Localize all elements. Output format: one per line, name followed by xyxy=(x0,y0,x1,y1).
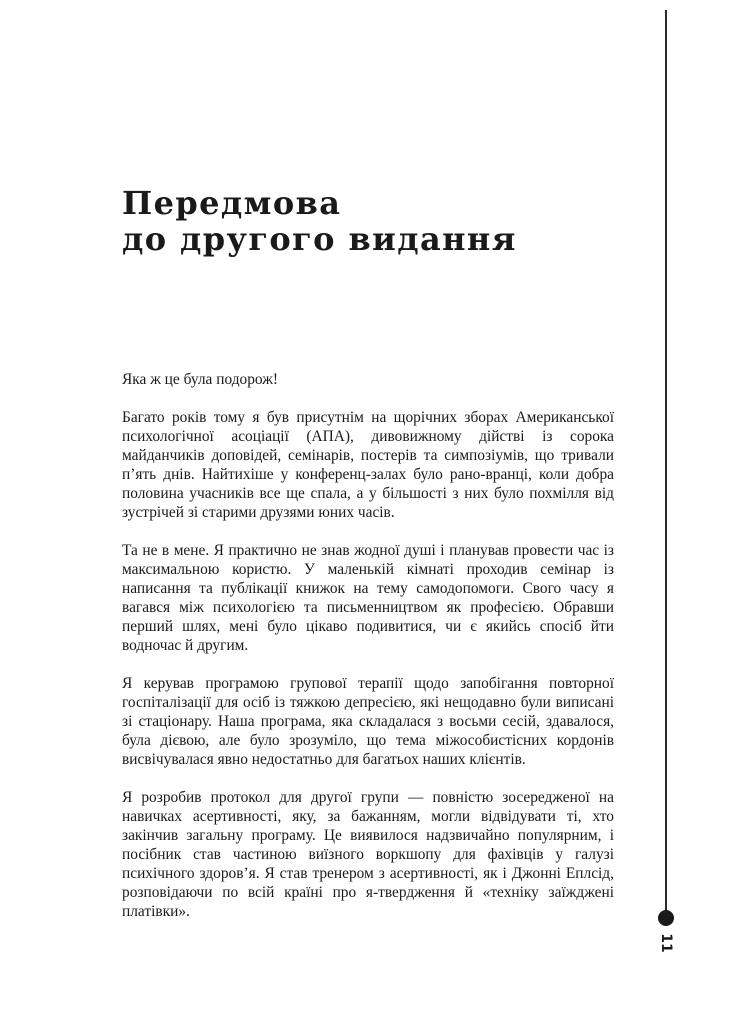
chapter-title-line-1: Передмова xyxy=(122,184,342,222)
paragraph-1: Яка ж це була подорож! xyxy=(122,371,278,388)
chapter-title xyxy=(122,185,642,257)
page-number: 11 xyxy=(658,933,674,953)
margin-rule-line xyxy=(665,10,667,915)
paragraph-4: Я керував програмою групової терапії щодо запобігання повторної госпіталізації для осіб із тяжкою депресією, які нещодавно були виписані зі стаціонару. Наша програма, яка складалася з восьми сесій, здавалося, була дієвою, але було зрозуміло, що тема міжособистісних кордонів висвічувалася явно недостатньо для багатьох наших клієнтів. xyxy=(122,675,614,768)
paragraph-3: Та не в мене. Я практично не знав жодної душі і планував провести час із максимальною користю. У маленькій кімнаті проходив семінар із написання та публікації книжок на тему самодопомоги. Свого часу я вагався між психологією та письменництвом як професією. Обравши перший шлях, мені було цікаво подивитися, чи є якийсь спосіб йти водночас й другим. xyxy=(122,542,614,654)
chapter-body xyxy=(122,370,614,940)
margin-rule-dot xyxy=(658,910,674,926)
paragraph-2: Багато років тому я був присутнім на щорічних зборах Американської психологічної асоціації (АПА), дивовижному дійстві із сорока майданчиків доповідей, семінарів, постерів та симпозіумів, що тривали п’ять днів. Найтихіше у конференц-залах було рано-вранці, коли добра половина учасників все ще спала, а у більшості з них було похмілля від зустрічей зі старими друзями юних часів. xyxy=(122,409,614,521)
paragraph-5: Я розробив протокол для другої групи — повністю зосередженої на навичках асертивності, яку, за бажанням, могли відвідувати ті, хто закінчив загальну програму. Це виявилося надзвичайно популярним, і посібник став частиною виїзного воркшопу для фахівців у галузі психічного здоров’я. Я став тренером з асертивності, як і Джонні Еплсід, розповідаючи по всій країні про я-твердження й «техніку заїжджені платівки». xyxy=(122,789,614,920)
chapter-title-line-2: до другого видання xyxy=(122,220,517,258)
